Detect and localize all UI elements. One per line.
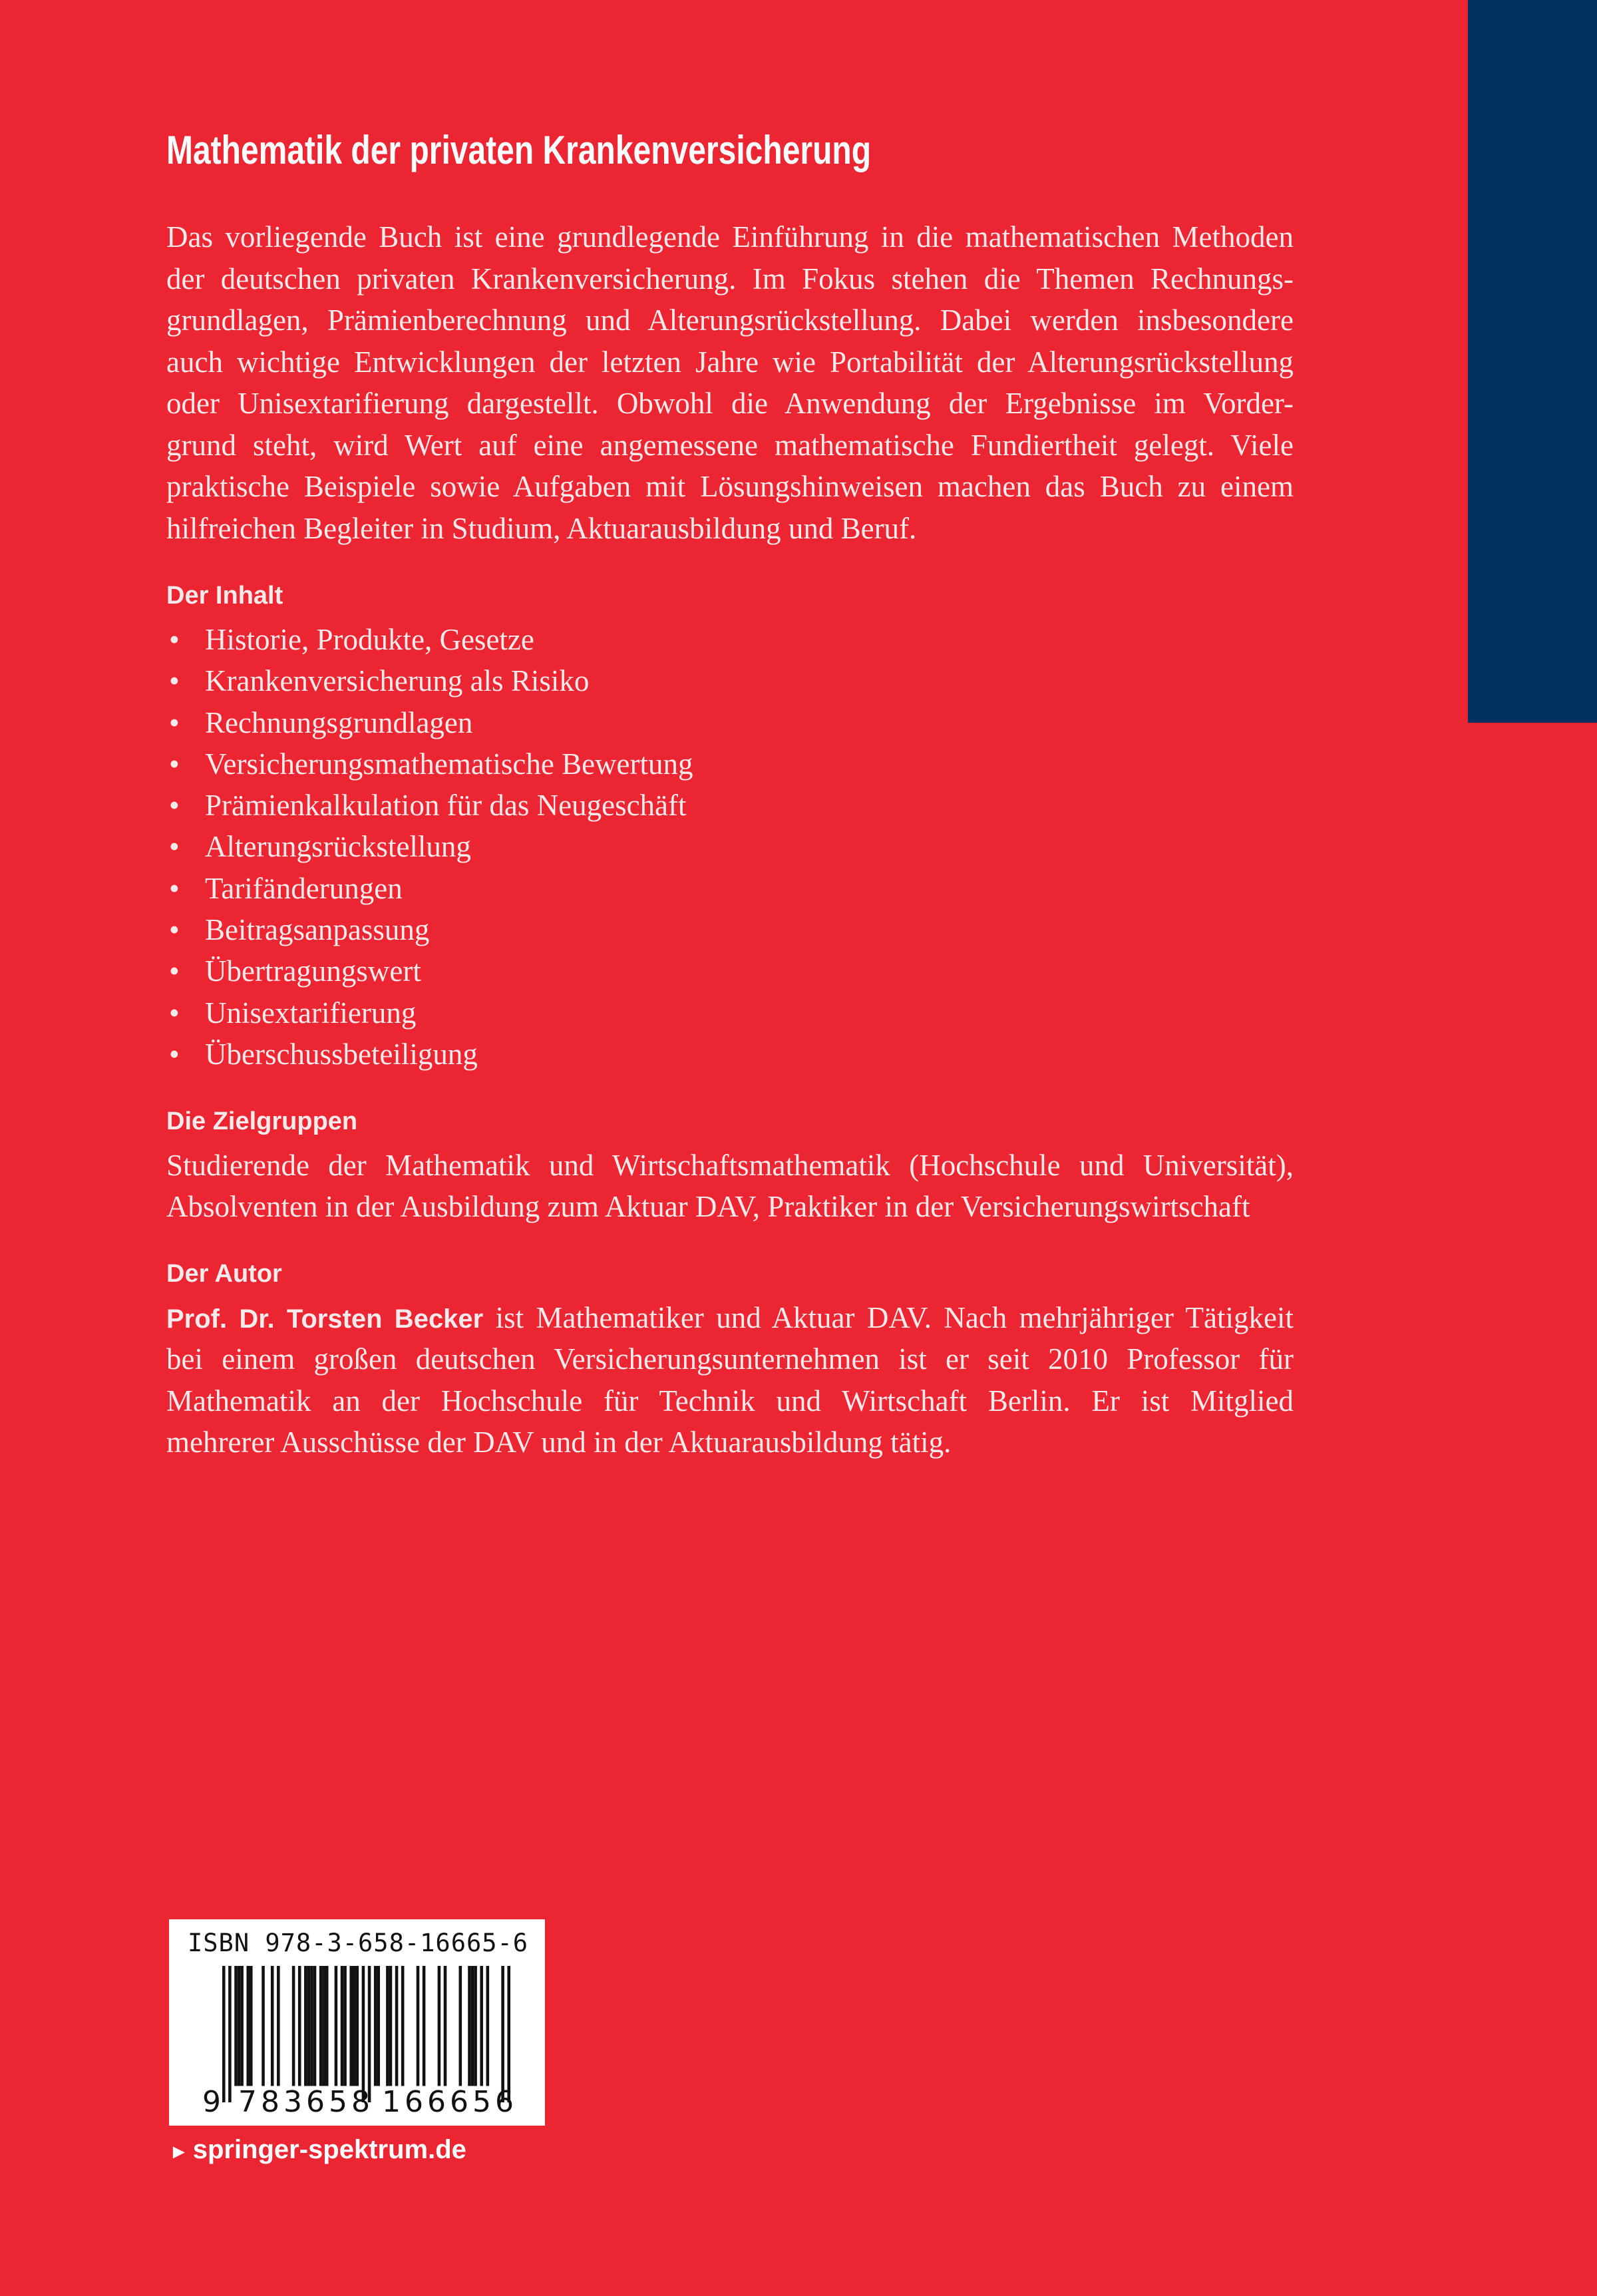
barcode-bar: [459, 1966, 462, 2086]
barcode-bar: [468, 1966, 471, 2086]
barcode-right-digits: 166656: [382, 2085, 518, 2119]
contents-item-label: Überschussbeteiligung: [205, 1037, 478, 1071]
barcode-first-digit: 9: [202, 2085, 225, 2119]
author-bio: [166, 1297, 1294, 1463]
author-line-rest: ist Mathematiker und Aktuar DAV. Nach mehrjähriger Tätigkeit: [483, 1301, 1294, 1334]
barcode-bar: [228, 1966, 232, 2102]
contents-heading: Der Inhalt: [166, 582, 283, 610]
description-line: hilfreichen Begleiter in Studium, Aktuarausbildung und Beruf.: [166, 511, 917, 545]
barcode-bar: [401, 1966, 405, 2086]
bullet-icon: •: [169, 996, 180, 1030]
description-line: grundlagen, Prämienberechnung und Alterungsrückstellung. Dabei werden insbesondere: [166, 303, 1294, 337]
bullet-icon: •: [169, 871, 180, 905]
barcode-bar: [438, 1966, 441, 2086]
contents-item-label: Prämienkalkulation für das Neugeschäft: [205, 789, 687, 823]
barcode-bar: [368, 1966, 371, 2102]
isbn-barcode-box: [169, 1919, 545, 2126]
audience-heading: Die Zielgruppen: [166, 1107, 358, 1135]
author-line: bei einem großen deutschen Versicherungsunternehmen ist er seit 2010 Professor für: [166, 1342, 1294, 1376]
contents-item: [166, 660, 693, 701]
audience-line: Studierende der Mathematik und Wirtschaftsmathematik (Hochschule und Universität),: [166, 1149, 1294, 1182]
contents-item-label: Unisextarifierung: [205, 996, 417, 1030]
contents-item: [166, 702, 693, 743]
contents-item: [166, 950, 693, 992]
bullet-icon: •: [169, 913, 180, 947]
book-title: Mathematik der privaten Krankenversicherung: [166, 128, 872, 172]
arrow-icon: ►: [169, 2141, 189, 2163]
barcode-bar: [322, 1966, 325, 2086]
audience-line: Absolventen in der Ausbildung zum Aktuar DAV, Praktiker in der Versicherungswirtschaft: [166, 1190, 1250, 1224]
bullet-icon: •: [169, 830, 180, 864]
contents-item-label: Beitragsanpassung: [205, 913, 430, 947]
barcode-bar: [341, 1966, 344, 2086]
isbn-label: ISBN 978-3-658-16665-6: [188, 1929, 529, 1957]
barcode-bar: [298, 1966, 301, 2086]
barcode-bar: [250, 1966, 253, 2086]
barcode-bar: [277, 1966, 280, 2086]
contents-item: [166, 743, 693, 785]
barcode-bar: [353, 1966, 356, 2086]
description-line: praktische Beispiele sowie Aufgaben mit Lösungshinweisen machen das Buch zu einem: [166, 470, 1294, 503]
bullet-icon: •: [169, 747, 180, 781]
barcode-bar: [335, 1966, 338, 2086]
bullet-icon: •: [169, 789, 180, 823]
barcode-bar: [389, 1966, 393, 2086]
barcode-bar: [486, 1966, 490, 2086]
barcode-bar: [356, 1966, 359, 2086]
barcode-bar: [471, 1966, 474, 2086]
publisher-url: springer-spektrum.de: [192, 2135, 466, 2164]
barcode-bar: [310, 1966, 313, 2086]
bullet-icon: •: [169, 954, 180, 988]
barcode-bar: [480, 1966, 483, 2086]
barcode-bar: [423, 1966, 426, 2086]
barcode-bar: [262, 1966, 265, 2086]
barcode-bar: [343, 1966, 347, 2086]
barcode-bar: [474, 1966, 477, 2086]
author-heading: Der Autor: [166, 1260, 282, 1288]
barcode-bar: [313, 1966, 317, 2086]
contents-item-label: Alterungsrückstellung: [205, 830, 471, 864]
barcode-bar: [417, 1966, 420, 2086]
barcode-bar: [238, 1966, 241, 2086]
barcode: [222, 1966, 510, 2102]
barcode-left-digits: 783658: [238, 2085, 374, 2119]
author-line: Mathematik an der Hochschule für Technik und Wirtschaft Berlin. Er ist Mitglied: [166, 1384, 1294, 1418]
description-line: der deutschen privaten Krankenversicherung. Im Fokus stehen die Themen Rechnungs-: [166, 262, 1294, 295]
barcode-bar: [307, 1966, 311, 2086]
contents-item-label: Versicherungsmathematische Bewertung: [205, 747, 693, 781]
description-line: Das vorliegende Buch ist eine grundlegende Einführung in die mathematischen Methoden: [166, 220, 1294, 254]
bullet-icon: •: [169, 705, 180, 739]
barcode-bar: [349, 1966, 353, 2086]
audience-text: [166, 1145, 1294, 1228]
contents-item: [166, 826, 693, 867]
bullet-icon: •: [169, 664, 180, 698]
contents-list: [166, 619, 693, 1075]
spine-color-band: [1468, 0, 1597, 723]
author-name: Prof. Dr. Torsten Becker: [166, 1304, 484, 1334]
contents-item-label: Krankenversicherung als Risiko: [205, 664, 590, 698]
barcode-bar: [292, 1966, 295, 2086]
barcode-bar: [240, 1966, 244, 2086]
contents-item-label: Rechnungsgrundlagen: [205, 705, 473, 739]
description-line: auch wichtige Entwicklungen der letzten Jahre wie Portabilität der Alterungsrückstellung: [166, 345, 1294, 379]
barcode-bar: [304, 1966, 307, 2086]
contents-item-label: Historie, Produkte, Gesetze: [205, 623, 534, 656]
bullet-icon: •: [169, 623, 180, 656]
barcode-bar: [234, 1966, 238, 2086]
barcode-bar: [222, 1966, 226, 2102]
author-line: mehrerer Ausschüsse der DAV und in der Aktuarausbildung tätig.: [166, 1425, 952, 1459]
contents-item: [166, 992, 693, 1034]
author-line: [166, 1297, 1294, 1338]
barcode-bar: [444, 1966, 447, 2086]
barcode-bar: [271, 1966, 274, 2086]
publisher-link[interactable]: [169, 2135, 466, 2165]
barcode-bar: [395, 1966, 399, 2086]
contents-item: [166, 909, 693, 950]
contents-item: [166, 619, 693, 660]
barcode-bar: [246, 1966, 250, 2086]
description: [166, 216, 1294, 549]
contents-item: [166, 868, 693, 909]
barcode-bar: [386, 1966, 389, 2086]
description-line: grund steht, wird Wert auf eine angemessene mathematische Fundiertheit gelegt. Viele: [166, 428, 1294, 462]
description-line: oder Unisextarifierung dargestellt. Obwohl die Anwendung der Ergebnisse im Vorder-: [166, 387, 1294, 420]
contents-item-label: Tarifänderungen: [205, 871, 403, 905]
contents-item: [166, 785, 693, 826]
barcode-bar: [374, 1966, 377, 2086]
barcode-bar: [319, 1966, 323, 2086]
barcode-bar: [325, 1966, 329, 2086]
barcode-bar: [362, 1966, 365, 2102]
bullet-icon: •: [169, 1037, 180, 1071]
barcode-bar: [501, 1966, 504, 2102]
contents-item: [166, 1034, 693, 1075]
contents-item-label: Übertragungswert: [205, 954, 421, 988]
barcode-bar: [377, 1966, 380, 2086]
barcode-bar: [507, 1966, 510, 2102]
